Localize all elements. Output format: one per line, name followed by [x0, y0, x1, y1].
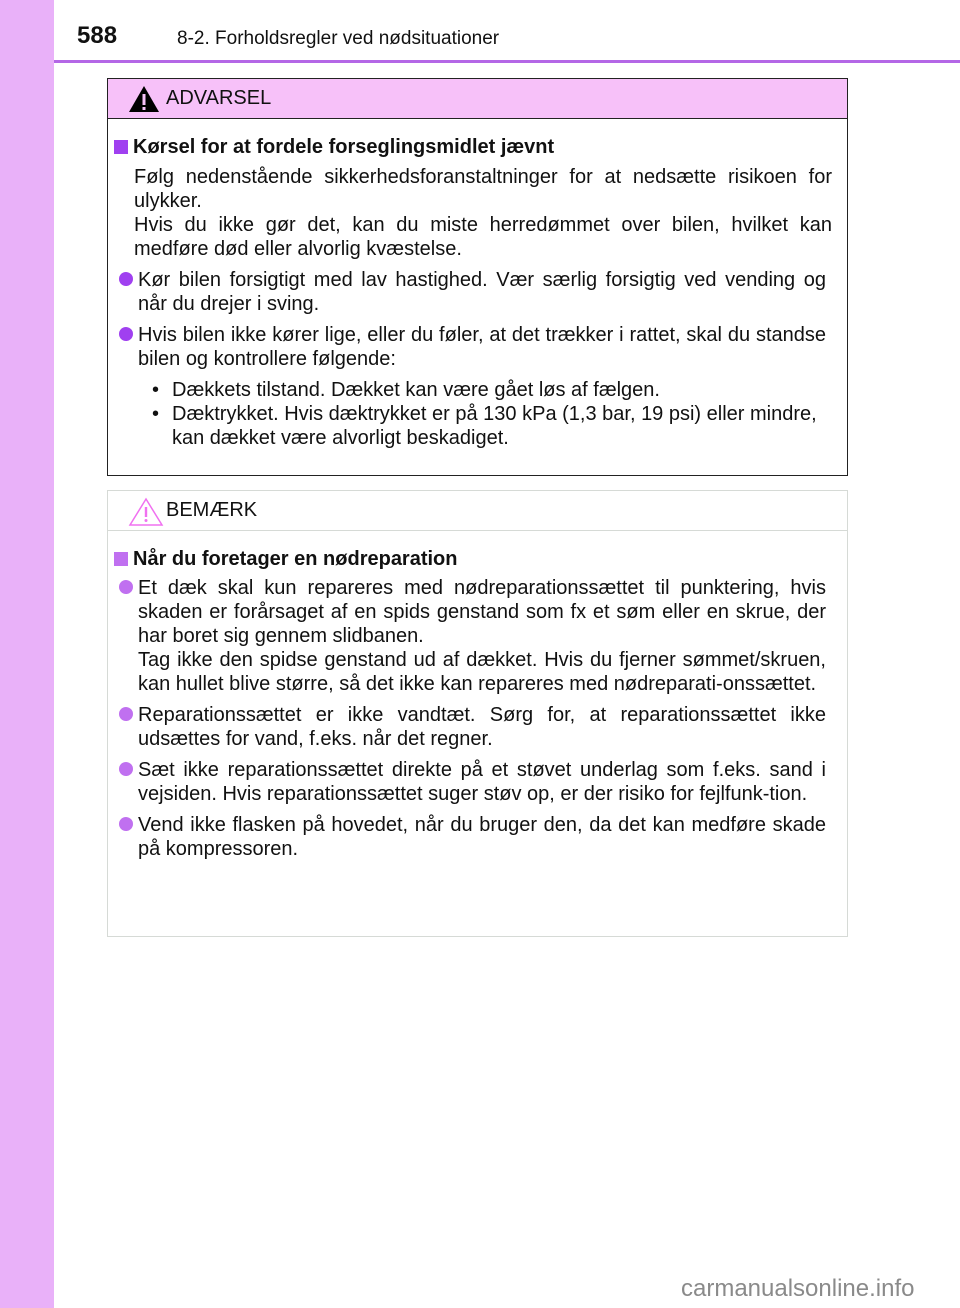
bullet-icon — [119, 707, 133, 721]
sub-item: • Dækkets tilstand. Dækket kan være gået løs af fælgen. — [152, 379, 660, 401]
note-box — [107, 490, 848, 937]
bullet-icon — [119, 580, 133, 594]
list-item: Sæt ikke reparationssættet direkte på et støvet underlag som f.eks. sand i vejsiden. Hvis reparationssættet suger støv op, er der risiko for fejlfunk-tion. — [114, 758, 838, 806]
bullet-icon — [119, 272, 133, 286]
square-bullet-icon — [114, 140, 128, 154]
warning-header — [108, 79, 847, 119]
page-number: 588 — [77, 22, 118, 49]
note-header — [108, 491, 847, 531]
warning-triangle-icon — [128, 85, 160, 113]
header-divider — [54, 60, 960, 63]
note-heading: Når du foretager en nødreparation — [114, 547, 838, 571]
caution-triangle-icon — [128, 497, 164, 527]
square-bullet-icon — [114, 552, 128, 566]
warning-heading: Kørsel for at fordele forseglingsmidlet jævnt — [114, 135, 838, 159]
list-item: Kør bilen forsigtigt med lav hastighed. Vær særlig forsigtig ved vending og når du drejer i sving. — [114, 268, 838, 316]
sub-item: • Dæktrykket. Hvis dæktrykket er på 130 kPa (1,3 bar, 19 psi) eller mindre, kan dækket være alvorligt beskadiget. — [152, 403, 817, 449]
list-item: Hvis bilen ikke kører lige, eller du føler, at det trækker i rattet, skal du standse bilen og kontrollere følgende: — [114, 323, 838, 371]
bullet-icon — [119, 817, 133, 831]
bullet-icon — [119, 327, 133, 341]
list-item: Vend ikke flasken på hovedet, når du bruger den, da det kan medføre skade på kompressoren. — [114, 813, 838, 861]
list-item: Reparationssættet er ikke vandtæt. Sørg for, at reparationssættet ikke udsættes for vand, f.eks. når det regner. — [114, 703, 838, 751]
note-title: BEMÆRK — [166, 499, 258, 521]
section-title: 8-2. Forholdsregler ved nødsituationer — [177, 28, 500, 49]
list-item: Et dæk skal kun repareres med nødreparationssættet til punktering, hvis skaden er forårsaget af en spids genstand som fx et søm eller en skrue, der har boret sig gennem slidbanen. Tag ikke den spidse genstand ud af dækket. Hvis du fjerner sømmet/skruen, kan hullet blive større, så det ikke kan repareres med nødreparati-onssættet. — [114, 576, 838, 696]
watermark: carmanualsonline.info — [681, 1275, 915, 1302]
bullet-icon — [119, 762, 133, 776]
warning-intro: Følg nedenstående sikkerhedsforanstaltninger for at nedsætte risikoen for ulykker. Hvis du ikke gør det, kan du miste herredømmet over bilen, hvilket kan medføre død eller alvorlig kvæstelse. — [134, 166, 832, 260]
warning-box — [107, 78, 848, 476]
warning-title: ADVARSEL — [166, 87, 272, 109]
page-side-tab — [0, 0, 54, 1308]
